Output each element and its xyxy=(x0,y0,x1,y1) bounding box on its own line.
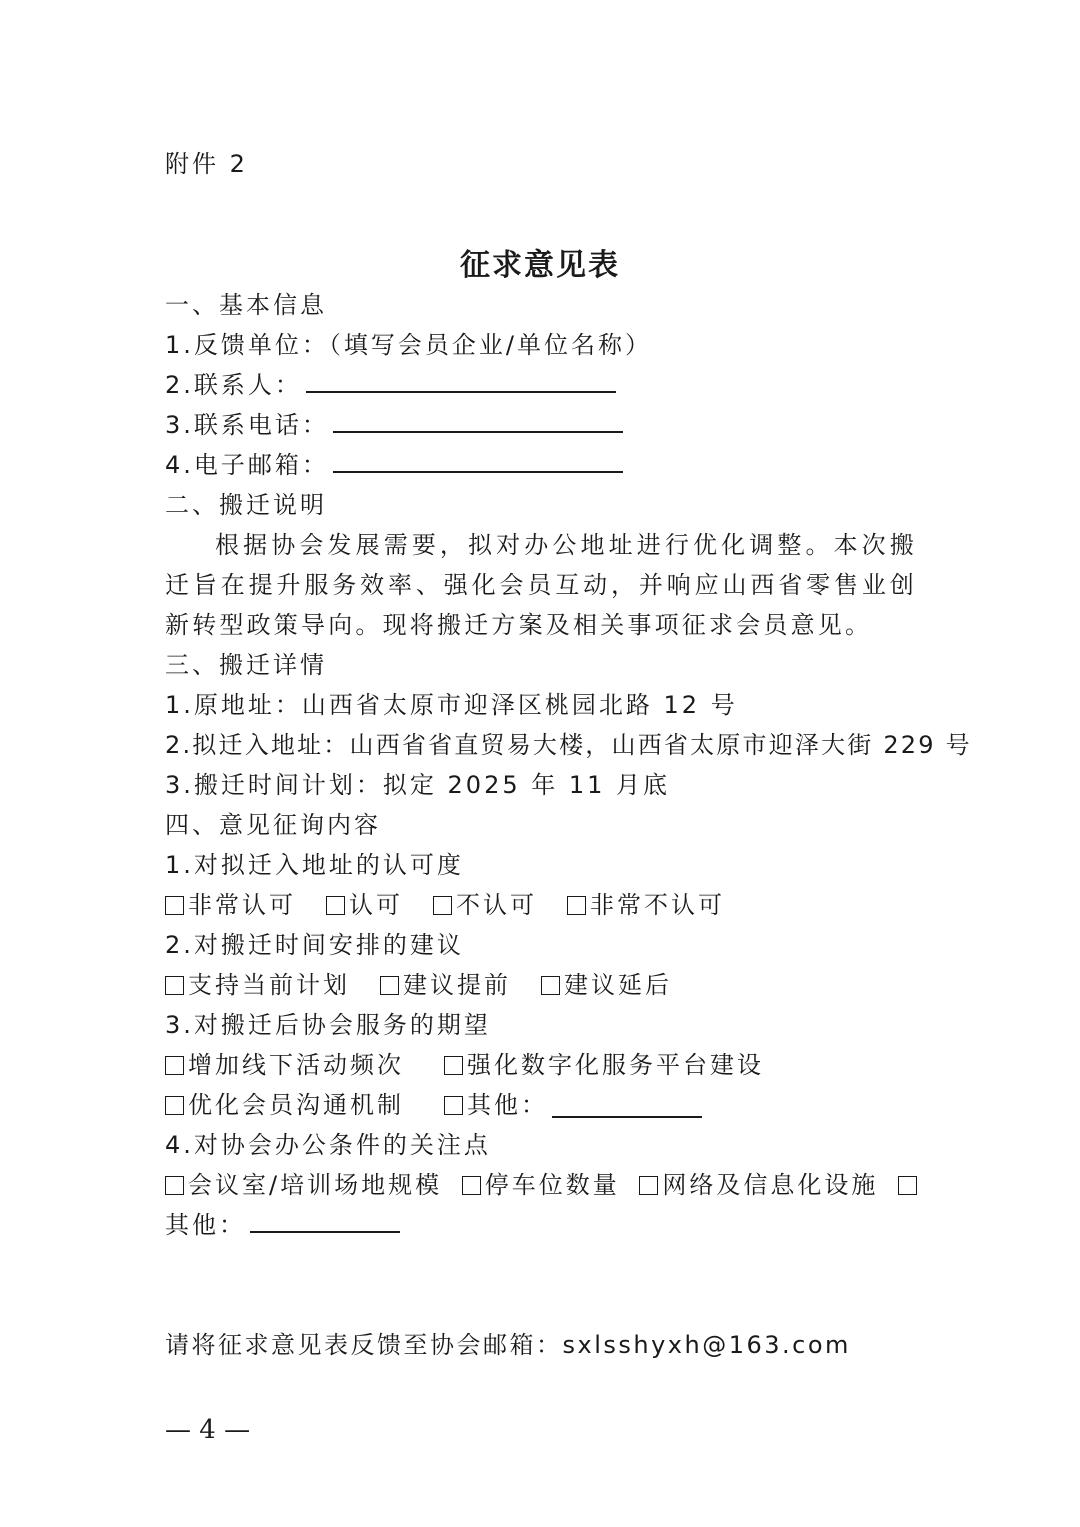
contact-phone-row xyxy=(165,405,917,445)
checkbox-option[interactable]: 不认可 xyxy=(433,885,537,925)
question-2-label: 2.对搬迁时间安排的建议 xyxy=(165,931,464,959)
question-3-options-row-2 xyxy=(165,1085,917,1125)
other-expectation-field[interactable] xyxy=(552,1092,702,1118)
checkbox-icon[interactable] xyxy=(165,896,184,915)
question-4-options xyxy=(165,1165,917,1205)
relocation-timeline: 3.搬迁时间计划：拟定 2025 年 11 月底 xyxy=(165,771,671,799)
contact-phone-label: 3.联系电话： xyxy=(165,411,329,439)
relocation-paragraph: 根据协会发展需要，拟对办公地址进行优化调整。本次搬迁旨在提升服务效率、强化会员互动，并响应山西省零售业创新转型政策导向。现将搬迁方案及相关事项征求会员意见。 xyxy=(165,531,917,639)
checkbox-option[interactable]: 非常不认可 xyxy=(567,885,725,925)
page-title: 征求意见表 xyxy=(460,248,620,283)
checkbox-icon[interactable] xyxy=(462,1176,481,1195)
section-basic-info-heading: 一、基本信息 xyxy=(165,291,327,319)
checkbox-option[interactable]: 建议延后 xyxy=(541,965,672,1005)
checkbox-option[interactable]: 支持当前计划 xyxy=(165,965,350,1005)
form-body xyxy=(165,285,972,1245)
email-label: 4.电子邮箱： xyxy=(165,451,329,479)
contact-person-row xyxy=(165,365,917,405)
attachment-label: 附件 2 xyxy=(165,150,248,178)
checkbox-icon[interactable] xyxy=(433,896,452,915)
feedback-unit-label: 1.反馈单位：（填写会员企业/单位名称） xyxy=(165,331,652,359)
section-consultation-heading: 四、意见征询内容 xyxy=(165,811,381,839)
section-relocation-details-heading: 三、搬迁详情 xyxy=(165,651,327,679)
question-1-options xyxy=(165,885,917,925)
checkbox-icon[interactable] xyxy=(380,976,399,995)
question-4-label: 4.对协会办公条件的关注点 xyxy=(165,1131,491,1159)
contact-phone-field[interactable] xyxy=(333,407,623,433)
checkbox-icon[interactable] xyxy=(567,896,586,915)
question-2-options xyxy=(165,965,917,1005)
checkbox-icon[interactable] xyxy=(165,1056,184,1075)
checkbox-option[interactable]: 优化会员沟通机制 xyxy=(165,1085,404,1125)
email-field[interactable] xyxy=(333,447,623,473)
question-1-label: 1.对拟迁入地址的认可度 xyxy=(165,851,464,879)
checkbox-option[interactable]: 增加线下活动频次 xyxy=(165,1045,404,1085)
feedback-instruction: 请将征求意见表反馈至协会邮箱：sxlsshyxh@163.com xyxy=(165,1331,851,1359)
checkbox-icon[interactable] xyxy=(444,1096,463,1115)
checkbox-icon[interactable] xyxy=(326,896,345,915)
checkbox-option[interactable]: 会议室/培训场地规模 xyxy=(165,1165,442,1205)
new-address: 2.拟迁入地址：山西省省直贸易大楼，山西省太原市迎泽大街 229 号 xyxy=(165,731,972,759)
page-number: — 4 — xyxy=(165,1415,251,1445)
checkbox-icon[interactable] xyxy=(165,976,184,995)
checkbox-option[interactable]: 强化数字化服务平台建设 xyxy=(444,1045,764,1085)
checkbox-icon[interactable] xyxy=(639,1176,658,1195)
checkbox-option[interactable]: 网络及信息化设施 xyxy=(639,1165,878,1205)
checkbox-icon[interactable] xyxy=(898,1176,917,1195)
checkbox-icon[interactable] xyxy=(444,1056,463,1075)
checkbox-option[interactable]: 认可 xyxy=(326,885,403,925)
question-4-other-row xyxy=(165,1205,917,1245)
checkbox-option[interactable]: 非常认可 xyxy=(165,885,296,925)
checkbox-option[interactable]: 停车位数量 xyxy=(462,1165,620,1205)
original-address: 1.原地址：山西省太原市迎泽区桃园北路 12 号 xyxy=(165,691,738,719)
checkbox-option[interactable]: 建议提前 xyxy=(380,965,511,1005)
checkbox-option[interactable] xyxy=(898,1176,917,1195)
checkbox-icon[interactable] xyxy=(165,1096,184,1115)
question-3-options-row-1 xyxy=(165,1045,917,1085)
section-relocation-note-heading: 二、搬迁说明 xyxy=(165,491,327,519)
checkbox-icon[interactable] xyxy=(165,1176,184,1195)
checkbox-icon[interactable] xyxy=(541,976,560,995)
checkbox-option[interactable]: 其他： xyxy=(444,1085,702,1125)
other-label: 其他： xyxy=(165,1211,246,1239)
contact-person-label: 2.联系人： xyxy=(165,371,302,399)
email-row xyxy=(165,445,917,485)
contact-person-field[interactable] xyxy=(306,367,616,393)
question-3-label: 3.对搬迁后协会服务的期望 xyxy=(165,1011,491,1039)
other-concern-field[interactable] xyxy=(250,1207,400,1233)
